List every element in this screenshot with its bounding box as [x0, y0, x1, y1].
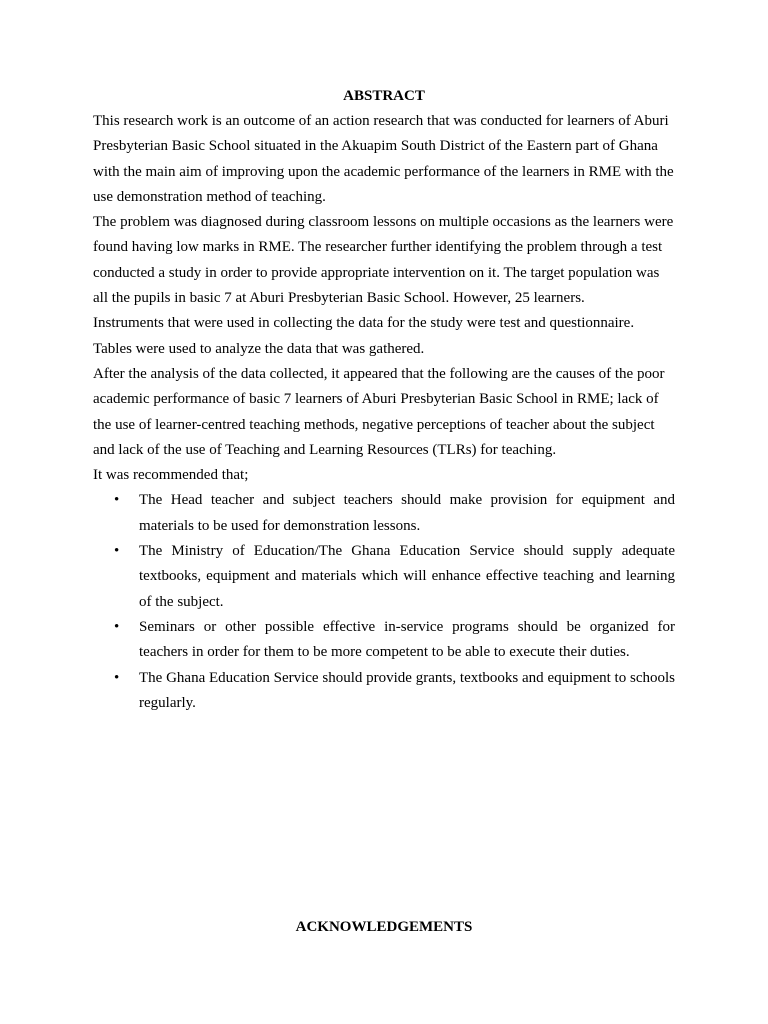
bullet-icon: •: [114, 543, 120, 560]
abstract-paragraph-recommendation-intro: It was recommended that;: [93, 467, 249, 484]
abstract-paragraph-instruments: Instruments that were used in collecting the data for the study were test and questionnaire. Tables were used to analyze the data that was gathered.: [93, 315, 635, 357]
list-item: [93, 615, 675, 666]
list-item: [93, 666, 675, 717]
bullet-icon: •: [114, 669, 120, 686]
acknowledgements-title: ACKNOWLEDGEMENTS: [295, 919, 473, 935]
abstract-paragraph-findings: After the analysis of the data collected, it appeared that the following are the causes of the poor academic performance of basic 7 learners of Aburi Presbyterian Basic School in RME; lack of the use of learner-centred teaching methods, negative perceptions of teacher about the subject and lack of the use of Teaching and Learning Resources (TLRs) for teaching.: [93, 365, 665, 458]
abstract-paragraph-problem: The problem was diagnosed during classroom lessons on multiple occasions as the learners were found having low marks in RME. The researcher further identifying the problem through a test conducted a study in order to provide appropriate intervention on it. The target population was all the pupils in basic 7 at Aburi Presbyterian Basic School. However, 25 learners.: [93, 214, 674, 307]
list-item: [93, 488, 675, 539]
bullet-icon: •: [114, 618, 120, 635]
recommendation-text: The Head teacher and subject teachers should make provision for equipment and materials to be used for demonstration lessons.: [139, 492, 675, 534]
abstract-title: ABSTRACT: [343, 88, 425, 104]
bullet-icon: •: [114, 492, 120, 509]
abstract-section: [93, 84, 675, 716]
recommendation-text: The Ghana Education Service should provide grants, textbooks and equipment to schools regularly.: [139, 669, 675, 711]
abstract-paragraph-intro: This research work is an outcome of an action research that was conducted for learners of Aburi Presbyterian Basic School situated in the Akuapim South District of the Eastern part of Ghana with the main aim of improving upon the academic performance of the learners in RME with the use demonstration method of teaching.: [93, 113, 674, 205]
recommendation-text: Seminars or other possible effective in-service programs should be organized for teachers in order for them to be more competent to be able to execute their duties.: [139, 618, 675, 661]
recommendations-list: [93, 488, 675, 716]
list-item: [93, 539, 675, 615]
recommendation-text: The Ministry of Education/The Ghana Education Service should supply adequate textbooks, equipment and materials which will enhance effective teaching and learning of the subject.: [139, 543, 675, 610]
